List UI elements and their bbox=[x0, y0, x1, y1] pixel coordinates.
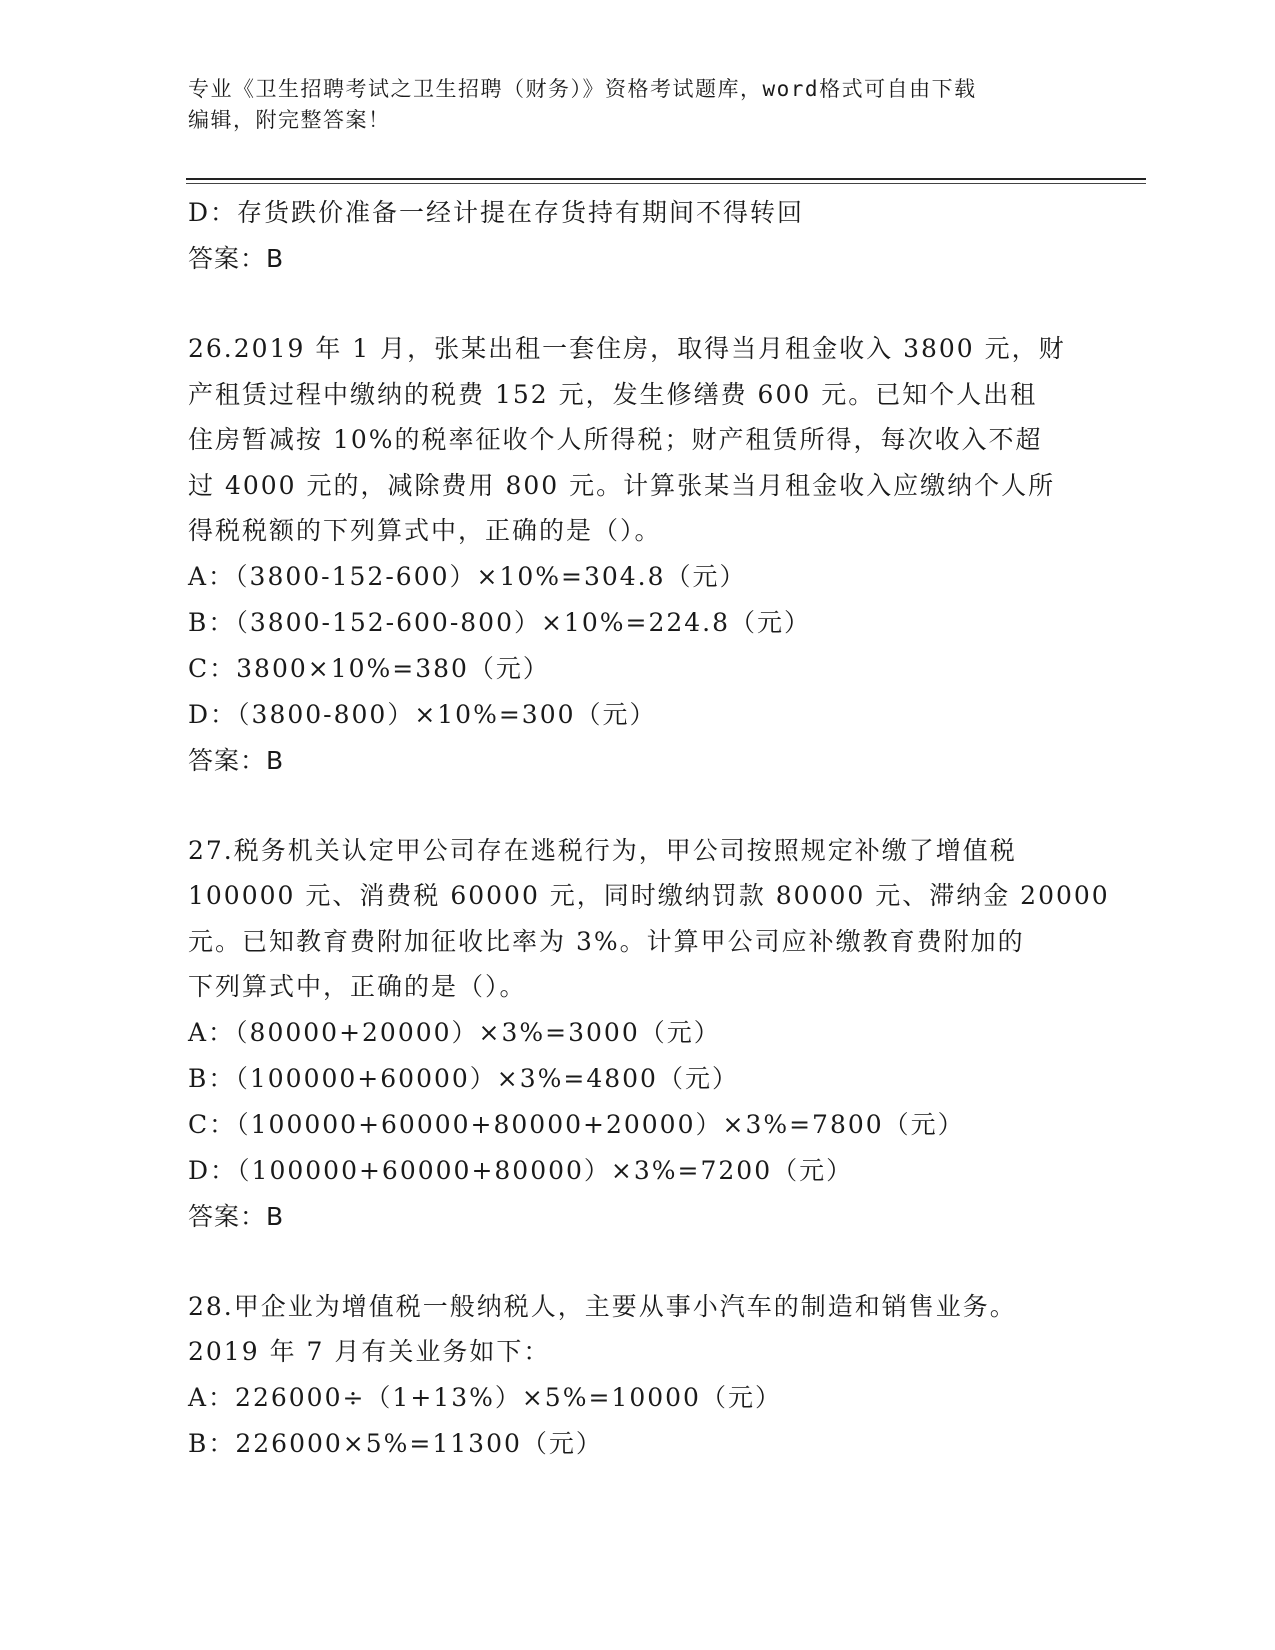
header-line-1: 专业《卫生招聘考试之卫生招聘（财务）》资格考试题库，word格式可自由下载 bbox=[188, 77, 977, 101]
question-text-line: 28.甲企业为增值税一般纳税人，主要从事小汽车的制造和销售业务。 bbox=[188, 1291, 1017, 1321]
question-text-line: 产租赁过程中缴纳的税费 152 元，发生修缮费 600 元。已知个人出租 bbox=[188, 379, 1038, 409]
question-text-line: 27.税务机关认定甲公司存在逃税行为，甲公司按照规定补缴了增值税 bbox=[188, 835, 1017, 865]
answer: 答案：B bbox=[188, 244, 285, 273]
option-c: C：3800×10%=380（元） bbox=[188, 653, 550, 683]
question-26 bbox=[188, 326, 1088, 784]
option-d: D：（100000+60000+80000）×3%=7200（元） bbox=[188, 1155, 854, 1185]
question-28 bbox=[188, 1284, 1088, 1467]
previous-question-tail bbox=[188, 190, 1088, 282]
spacer bbox=[188, 1240, 1088, 1284]
question-text-line: 2019 年 7 月有关业务如下： bbox=[188, 1337, 551, 1366]
question-text-line: 26.2019 年 1 月，张某出租一套住房，取得当月租金收入 3800 元，财 bbox=[188, 334, 1066, 363]
option-c: C：（100000+60000+80000+20000）×3%=7800（元） bbox=[188, 1109, 965, 1139]
option-d: D：存货跌价准备一经计提在存货持有期间不得转回 bbox=[188, 198, 805, 227]
question-text-line: 过 4000 元的，减除费用 800 元。计算张某当月租金收入应缴纳个人所 bbox=[188, 470, 1056, 500]
question-text-line: 下列算式中，正确的是（）。 bbox=[188, 972, 527, 1001]
document-header bbox=[188, 74, 1088, 136]
question-27 bbox=[188, 828, 1110, 1240]
option-a: A：226000÷（1+13%）×5%=10000（元） bbox=[188, 1382, 782, 1412]
option-a: A：（80000+20000）×3%=3000（元） bbox=[188, 1017, 721, 1047]
spacer bbox=[188, 282, 1088, 326]
option-b: B：（100000+60000）×3%=4800（元） bbox=[188, 1063, 739, 1093]
option-a: A：（3800-152-600）×10%=304.8（元） bbox=[188, 561, 747, 591]
answer: 答案：B bbox=[188, 1201, 285, 1231]
question-text-line: 100000 元、消费税 60000 元，同时缴纳罚款 80000 元、滞纳金 20000 bbox=[188, 881, 1110, 910]
option-b: B：（3800-152-600-800）×10%=224.8（元） bbox=[188, 607, 812, 637]
header-rule-thick bbox=[186, 178, 1146, 180]
option-b: B：226000×5%=11300（元） bbox=[188, 1428, 603, 1458]
spacer bbox=[188, 784, 1088, 828]
answer: 答案：B bbox=[188, 745, 285, 775]
header-rule-thin bbox=[186, 183, 1146, 184]
document-body bbox=[188, 190, 1110, 1467]
option-d: D：（3800-800）×10%=300（元） bbox=[188, 699, 657, 729]
question-text-line: 住房暂减按 10%的税率征收个人所得税；财产租赁所得，每次收入不超 bbox=[188, 425, 1043, 454]
question-text-line: 得税税额的下列算式中，正确的是（）。 bbox=[188, 516, 662, 545]
question-text-line: 元。已知教育费附加征收比率为 3%。计算甲公司应补缴教育费附加的 bbox=[188, 926, 1025, 956]
header-line-2: 编辑，附完整答案！ bbox=[188, 108, 391, 132]
